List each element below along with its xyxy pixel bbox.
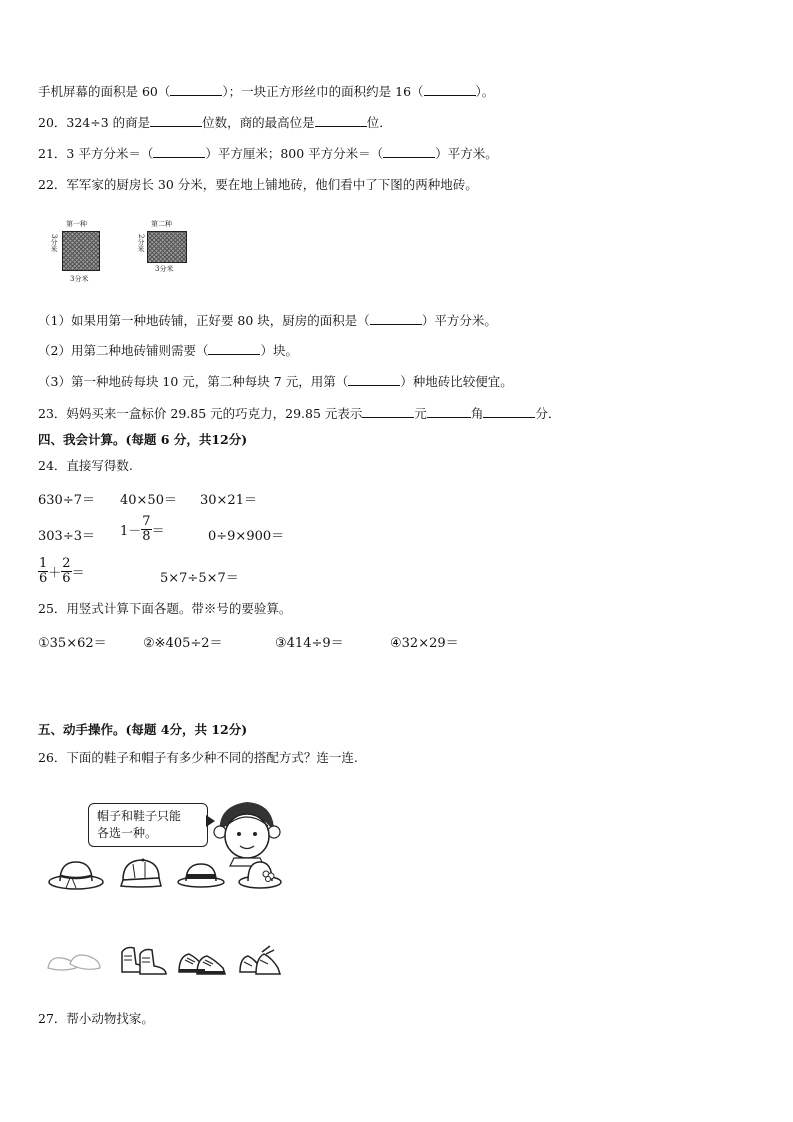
question-text: （3）第一种地砖每块 10 元，第二种每块 7 元，用第（ <box>38 374 349 389</box>
calc-item-fraction <box>120 515 165 544</box>
answer-blank[interactable] <box>315 115 367 127</box>
sneakers-icon <box>175 942 231 978</box>
tile-side-label: 2分米 <box>137 234 145 253</box>
question-26 <box>38 750 358 766</box>
answer-blank[interactable] <box>348 374 400 386</box>
answer-blank[interactable] <box>483 406 535 418</box>
answer-blank[interactable] <box>170 84 222 96</box>
fraction-denominator: 8 <box>142 529 151 544</box>
tile-bottom-label: 3分米 <box>155 265 174 273</box>
vertical-calc-item: ④32×29＝ <box>390 636 459 651</box>
question-27 <box>38 1011 154 1027</box>
fraction-numerator: 1 <box>39 556 48 571</box>
question-text: 位数，商的最高位是 <box>202 115 315 130</box>
hat-icon <box>46 856 106 892</box>
question-text: （1）如果用第一种地砖铺，正好要 80 块，厨房的面积是（ <box>38 313 370 328</box>
question-text: 分． <box>535 406 561 421</box>
fraction-denominator: 6 <box>39 571 48 586</box>
question-text: 20．324÷3 的商是 <box>38 115 151 130</box>
fedora-hat-icon <box>176 858 226 890</box>
question-text: 23．妈妈买来一盒标价 29.85 元的巧克力，29.85 元表示 <box>38 406 363 421</box>
question-19-continuation <box>38 84 494 100</box>
calc-item: 40×50＝ <box>120 493 177 508</box>
question-text: ）平方分米。 <box>421 313 497 328</box>
question-20 <box>38 115 392 131</box>
section-4-title: 四、我会计算。(每题 6 分，共12分) <box>38 432 248 447</box>
question-22-part-2 <box>38 343 298 359</box>
fraction-numerator: 7 <box>142 514 151 529</box>
question-text: 24．直接写得数. <box>38 458 133 473</box>
question-text: （2）用第二种地砖铺则需要（ <box>38 343 209 358</box>
question-text: 角 <box>470 406 484 421</box>
question-22-part-1 <box>38 313 497 329</box>
fraction-denominator: 6 <box>62 571 71 586</box>
question-text: 21．3 平方分米＝（ <box>38 146 154 161</box>
question-22 <box>38 177 478 193</box>
answer-blank[interactable] <box>362 406 414 418</box>
answer-blank[interactable] <box>370 313 422 325</box>
question-text: ）平方米。 <box>435 146 498 161</box>
calc-item: 5×7÷5×7＝ <box>160 571 239 586</box>
question-text: 22．军军家的厨房长 30 分米，要在地上铺地砖，他们看中了下图的两种地砖。 <box>38 177 478 192</box>
section-5-title: 五、动手操作。(每题 4分，共 12分) <box>38 722 248 737</box>
fraction <box>38 557 48 586</box>
tile-bottom-label: 3分米 <box>70 275 89 283</box>
question-text: 位． <box>366 115 392 130</box>
question-21 <box>38 146 498 162</box>
question-text: ）平方厘米；800 平方分米＝（ <box>205 146 384 161</box>
question-text: ）；一块正方形丝巾的面积约是 16（ <box>222 84 424 99</box>
question-text: 手机屏幕的面积是 60（ <box>38 84 171 99</box>
question-text: 25．用竖式计算下面各题。带※号的要验算。 <box>38 601 292 616</box>
speech-bubble-text: 帽子和鞋子只能 各选一种。 <box>97 809 182 840</box>
fraction <box>141 515 151 544</box>
answer-blank[interactable] <box>427 406 471 418</box>
vertical-calc-item: ③414÷9＝ <box>275 636 344 651</box>
fraction-numerator: 2 <box>62 556 71 571</box>
tile-rectangle <box>147 231 187 263</box>
answer-blank[interactable] <box>383 146 435 158</box>
question-text: 元 <box>414 406 427 421</box>
cap-icon <box>117 856 165 892</box>
tile-figure-2 <box>133 220 193 276</box>
question-25 <box>38 601 291 617</box>
answer-blank[interactable] <box>424 84 476 96</box>
answer-blank[interactable] <box>150 115 202 127</box>
boots-icon <box>116 942 172 978</box>
calc-text: ＋ <box>48 566 62 581</box>
answer-blank[interactable] <box>208 343 260 355</box>
calc-item: 630÷7＝ <box>38 493 95 508</box>
question-23 <box>38 406 560 422</box>
flower-hat-icon <box>236 856 284 892</box>
tile-title: 第二种 <box>151 220 172 228</box>
tile-square <box>62 231 100 271</box>
tile-side-label: 3分米 <box>50 234 58 253</box>
question-text: ）块。 <box>260 343 298 358</box>
calc-item: 0÷9×900＝ <box>208 529 285 544</box>
slipper-shoes-icon <box>44 946 104 978</box>
fraction <box>61 557 71 586</box>
tile-title: 第一种 <box>66 220 87 228</box>
speech-bubble <box>88 803 208 847</box>
vertical-calc-item: ①35×62＝ <box>38 636 107 651</box>
question-text: 27．帮小动物找家。 <box>38 1011 154 1026</box>
calc-text: ＝ <box>151 524 165 539</box>
vertical-calc-item: ②※405÷2＝ <box>143 636 223 651</box>
calc-item: 30×21＝ <box>200 493 257 508</box>
calc-text: 1－ <box>120 524 142 539</box>
calc-item-fraction-sum <box>38 557 85 586</box>
kids-shoes-icon <box>236 942 284 978</box>
calc-text: ＝ <box>71 566 85 581</box>
question-text: 26．下面的鞋子和帽子有多少种不同的搭配方式？连一连. <box>38 750 358 765</box>
question-text: ）。 <box>475 84 495 99</box>
question-text: ）种地砖比较便宜。 <box>400 374 513 389</box>
question-24 <box>38 458 133 474</box>
question-22-part-3 <box>38 374 513 390</box>
tile-figure-1 <box>46 220 106 288</box>
answer-blank[interactable] <box>153 146 205 158</box>
calc-item: 303÷3＝ <box>38 529 95 544</box>
